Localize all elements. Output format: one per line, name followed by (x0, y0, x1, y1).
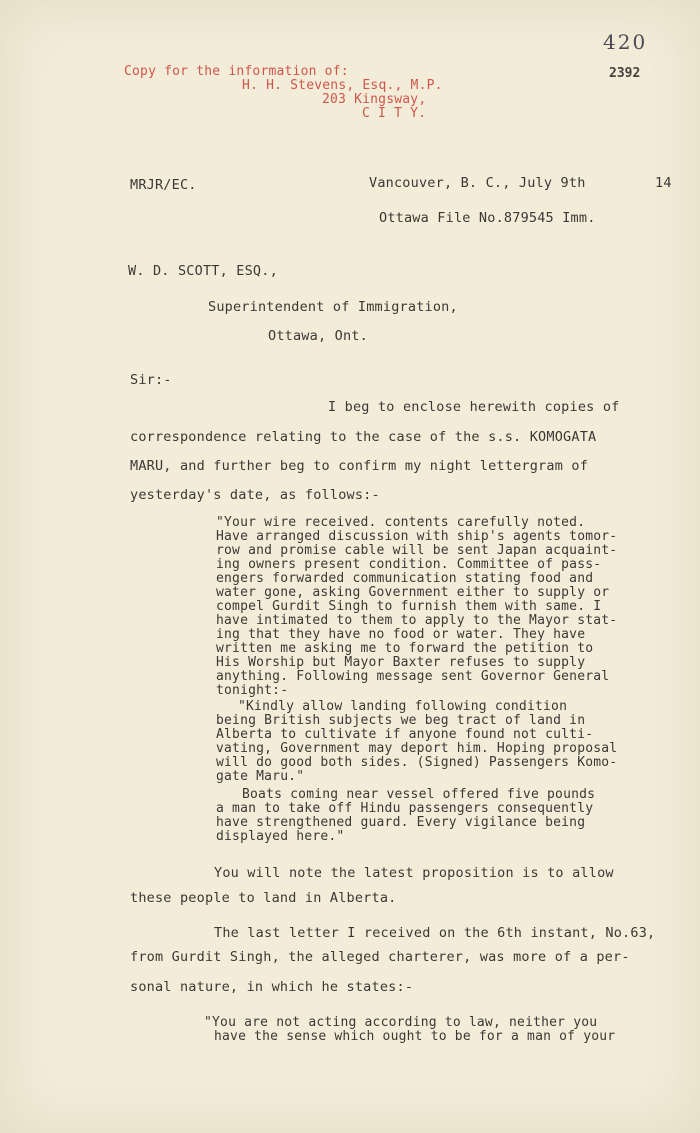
page-number: 420 (603, 30, 648, 54)
text-line: MARU, and further beg to confirm my night lettergram of (130, 458, 589, 474)
stamp-number: 2392 (609, 66, 641, 81)
text-line: You will note the latest proposition is to allow (214, 865, 614, 881)
copy-info-line: H. H. Stevens, Esq., M.P. (242, 78, 443, 93)
quote-line: will do good both sides. (Signed) Passengers Komo- (216, 755, 618, 770)
quote-line: a man to take off Hindu passengers consequently (216, 801, 594, 816)
quote-line: have strengthened guard. Every vigilance being (216, 815, 586, 830)
text-line: these people to land in Alberta. (130, 890, 397, 906)
addressee-title: Superintendent of Immigration, (208, 299, 458, 315)
file-number: Ottawa File No.879545 Imm. (379, 210, 596, 226)
copy-info-line: 203 Kingsway, (322, 92, 427, 107)
quote-line: row and promise cable will be sent Japan acquaint- (216, 543, 618, 558)
quote-line: ing owners present condition. Committee of pass- (216, 557, 602, 572)
quote-line: tonight:- (216, 683, 289, 698)
text-line: from Gurdit Singh, the alleged charterer, was more of a per- (130, 949, 630, 965)
quote-line: vating, Government may deport him. Hoping proposal (216, 741, 618, 756)
text-line: yesterday's date, as follows:- (130, 487, 380, 503)
quote-line: gate Maru." (216, 769, 305, 784)
quote-line: written me asking me to forward the petition to (216, 641, 594, 656)
quote-line: "Your wire received. contents carefully noted. (216, 515, 586, 530)
addressee-name: W. D. SCOTT, ESQ., (128, 263, 278, 279)
quote-line: "Kindly allow landing following condition (238, 699, 568, 714)
quote-line: have the sense which ought to be for a man of your (214, 1029, 616, 1044)
quote-line: Alberta to cultivate if anyone found not culti- (216, 727, 594, 742)
reference-code: MRJR/EC. (130, 177, 197, 193)
quote-line: "You are not acting according to law, neither you (204, 1015, 598, 1030)
quote-line: anything. Following message sent Governor General (216, 669, 610, 684)
text-line: sonal nature, in which he states:- (130, 979, 414, 995)
salutation: Sir:- (130, 372, 172, 388)
quote-line: displayed here." (216, 829, 345, 844)
quote-line: water gone, asking Government either to supply or (216, 585, 610, 600)
quote-line: Boats coming near vessel offered five pounds (242, 787, 596, 802)
quote-line: compel Gurdit Singh to furnish them with same. I (216, 599, 602, 614)
place-date: Vancouver, B. C., July 9th (369, 175, 586, 191)
quote-line: ing that they have no food or water. They have (216, 627, 586, 642)
copy-info-line: Copy for the information of: (124, 64, 349, 79)
quote-line: have intimated to them to apply to the Mayor stat- (216, 613, 618, 628)
copy-info-line: C I T Y. (362, 106, 427, 121)
quote-line: Have arranged discussion with ship's agents tomor- (216, 529, 618, 544)
text-line: correspondence relating to the case of the s.s. KOMOGATA (130, 429, 597, 445)
quote-line: being British subjects we beg tract of land in (216, 713, 586, 728)
year-mark: 14 (655, 175, 672, 191)
quote-line: His Worship but Mayor Baxter refuses to supply (216, 655, 586, 670)
text-line: The last letter I received on the 6th instant, No.63, (214, 925, 656, 941)
text-line: I beg to enclose herewith copies of (328, 399, 620, 415)
quote-line: engers forwarded communication stating food and (216, 571, 594, 586)
addressee-city: Ottawa, Ont. (268, 328, 368, 344)
